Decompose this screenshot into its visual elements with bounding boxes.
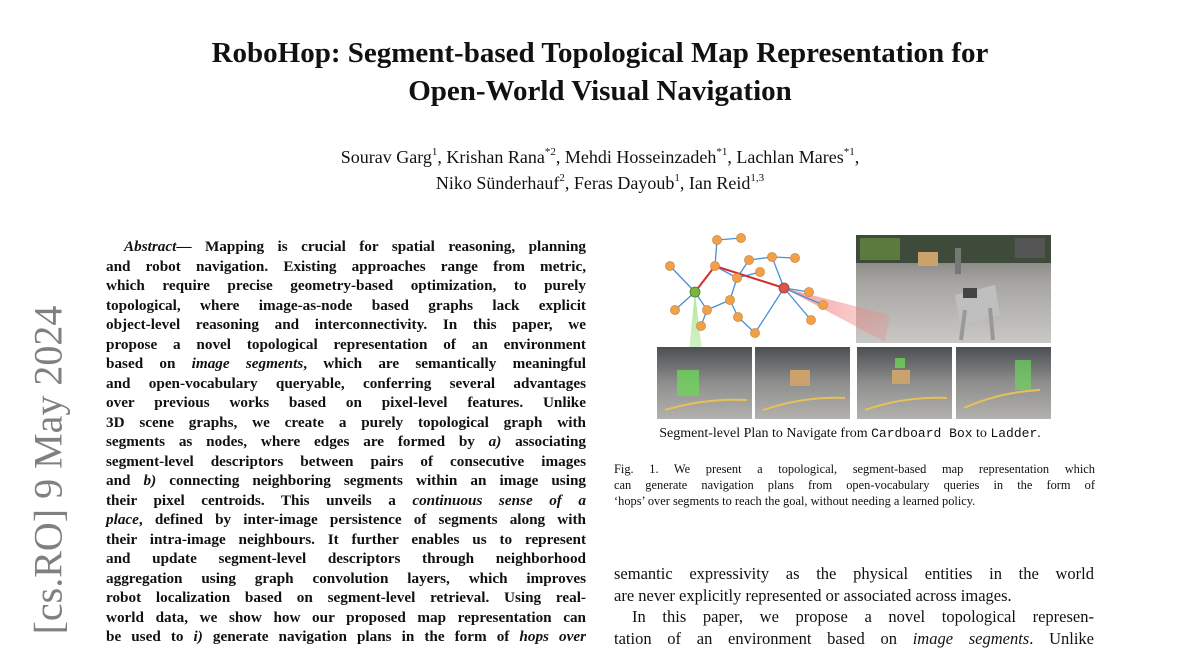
abstract-line: 3D scene graphs, we create a purely topological graph with [106,413,586,433]
abstract-line: propose a novel topological representation of an environment [106,335,586,355]
goal-node [779,283,789,293]
author-name: Lachlan Mares [736,147,843,167]
abstract-line: their intra-image neighbours. It further enables us to represent [106,530,586,550]
author-name: Sourav Garg [341,147,432,167]
affiliation-mark: 1 [674,172,680,184]
author-list [0,144,1200,196]
abstract-line: and update segment-level descriptors through neighborhood [106,549,586,569]
body-text [614,563,1094,649]
author-name: Niko Sünderhauf [436,173,559,193]
body-line: semantic expressivity as the physical entities in the world [614,563,1094,585]
abstract-line: over previous works based on pixel-level features. Unlike [106,393,586,413]
start-node [690,287,700,297]
abstract-line: and b) connecting neighboring segments within an image using [106,471,586,491]
abstract-line: robot localization based on segment-level retrieval. Using real- [106,588,586,608]
frame-strip [657,347,1051,419]
abstract-line: be used to i) generate navigation plans in the form of hops over [106,627,586,647]
abstract-line: object-level reasoning and interconnectivity. In this paper, we [106,315,586,335]
abstract-line: based on image segments, which are semantically meaningful [106,354,586,374]
figure-inline-caption: Segment-level Plan to Navigate from Cardboard Box to Ladder. [600,425,1100,443]
caption-line: can generate navigation plans from open-vocabulary queries in the form of [614,477,1095,493]
abstract-line: world data, we show how our proposed map representation can [106,608,586,628]
abstract-line: segment-level descriptors between pairs of consecutive images [106,452,586,472]
abstract-line: segments as nodes, where edges are formed by a) associating [106,432,586,452]
abstract-line: aggregation using graph convolution layers, which improves [106,569,586,589]
arxiv-stamp: [cs.RO] 9 May 2024 [26,300,70,640]
figure-graphic [655,230,1055,425]
affiliation-mark: 1,3 [750,172,764,184]
abstract-line: topological, where image-as-node based graphs lack explicit [106,296,586,316]
figure-1 [655,230,1055,425]
title-line-2: Open-World Visual Navigation [0,72,1200,110]
paper-title [0,34,1200,110]
caption-line: Fig. 1. We present a topological, segment-based map representation which [614,461,1095,477]
affiliation-mark: *1 [844,146,855,158]
author-line-2: Niko Sünderhauf$^2$, Feras Dayoub$^1$, Ian Reid$^{1,3}$ [0,170,1200,196]
caption-line: ‘hops’ over segments to reach the goal, without needing a learned policy. [614,493,1095,509]
abstract-label: Abstract [124,238,176,255]
affiliation-mark: *2 [545,146,556,158]
title-line-1: RoboHop: Segment-based Topological Map Representation for [0,34,1200,72]
abstract-line: which require precise geometry-based optimization, to purely [106,276,586,296]
topological-graph [665,233,827,337]
author-name: Ian Reid [689,173,750,193]
affiliation-mark: 2 [559,172,565,184]
author-name: Krishan Rana [446,147,544,167]
author-name: Feras Dayoub [574,173,674,193]
abstract-line: and robot navigation. Existing approaches range from metric, [106,257,586,277]
affiliation-mark: *1 [716,146,727,158]
affiliation-mark: 1 [432,146,438,158]
body-line: tation of an environment based on image segments. Unlike [614,628,1094,649]
author-line-1: Sourav Garg$^1$, Krishan Rana$^{*2}$, Mehdi Hosseinzadeh$^{*1}$, Lachlan Mares$^{*1}$, [0,144,1200,170]
abstract-line: their pixel centroids. This unveils a continuous sense of a [106,491,586,511]
abstract-line: place, defined by inter-image persistence of segments along with [106,510,586,530]
figure-caption [614,461,1095,509]
abstract [106,237,586,647]
body-line: are never explicitly represented or associated across images. [614,585,1094,607]
abstract-line: and open-vocabulary queryable, conferring several advantages [106,374,586,394]
abstract-line: Abstract— Mapping is crucial for spatial reasoning, planning [106,237,586,257]
author-name: Mehdi Hosseinzadeh [565,147,716,167]
body-line: In this paper, we propose a novel topological represen- [614,606,1094,628]
